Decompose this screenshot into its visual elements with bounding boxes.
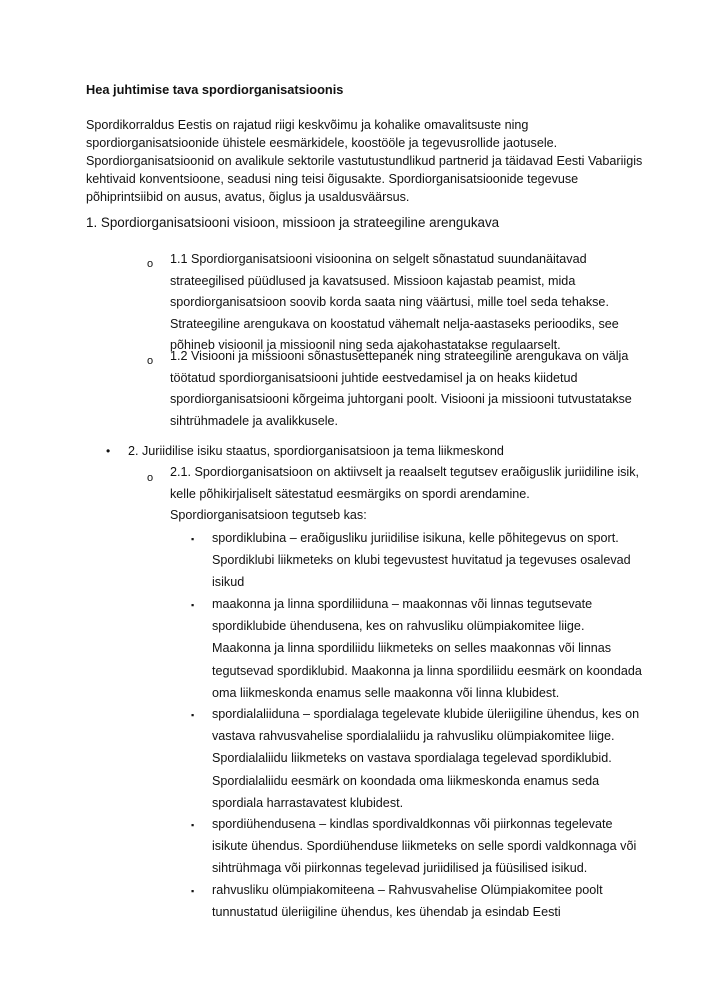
list-item-1-2: 1.2 Visiooni ja missiooni sõnastusettepanek ning strateegiline arengukava on välja töötatud spordiorganisatsiooni juhtide eestvedamisel ja on heaks kiidetud spordiorganisatsiooni kõrgeima juhtorgani poolt. Visiooni ja missiooni tutvustatakse sihtrühmadele ja avalikkusele. — [170, 349, 632, 428]
square-bullet-icon: ▪ — [191, 886, 195, 896]
square-bullet-icon: ▪ — [191, 600, 195, 610]
section-2-heading: 2. Juriidilise isiku staatus, spordiorganisatsioon ja tema liikmeskond — [128, 444, 504, 458]
sub-item-olumpiakomitee: rahvusliku olümpiakomiteena – Rahvusvahelise Olümpiakomitee poolt tunnustatud üleriigiline ühendus, kes ühendab ja esindab Eesti — [212, 883, 603, 920]
sub-item-spordiklubi: spordiklubina – eraõigusliku juriidilise isikuna, kelle põhitegevus on sport. Spordiklubi liikmeteks on klubi tegevustest huvitatud ja tegevuses osalevad isikud — [212, 531, 631, 590]
square-bullet-icon: ▪ — [191, 820, 195, 830]
sub-item-maakonna-spordiliit: maakonna ja linna spordiliiduna – maakonnas või linnas tegutsevate spordiklubide ühendusena, kes on rahvusliku olümpiakomitee liige. Maakonna ja linna spordiliidu liikmeteks on selles maakonnas või linnas tegutsevad spordiklubid. Maakonna ja linna spordiliidu eesmärk on koondada oma liikmeskonda enamus selle maakonna või linna klubidest. — [212, 597, 642, 700]
sub-item-spordiuhendus: spordiühendusena – kindlas spordivaldkonnas või piirkonnas tegelevate isikute ühendus. Spordiühenduse liikmeteks on selle spordi valdkonnaga või sihtrühmaga või piirkonnas tegelevad juriidilised ja füüsilised isikud. — [212, 817, 637, 876]
disc-bullet-icon: • — [106, 444, 111, 458]
square-bullet-icon: ▪ — [191, 534, 195, 544]
circle-bullet-icon: o — [147, 258, 154, 270]
section-1-heading: 1. Spordiorganisatsiooni visioon, missioon ja strateegiline arengukava — [86, 215, 500, 230]
list-item-2-1: 2.1. Spordiorganisatsioon on aktiivselt ja reaalselt tegutsev eraõiguslik juriidiline isik, kelle põhikirjaliselt sätestatud eesmärgiks on spordi arendamine. Spordiorganisatsioon tegutseb kas: — [170, 465, 640, 522]
circle-bullet-icon: o — [147, 472, 154, 484]
sub-item-spordialaliit: spordialaliiduna – spordialaga tegelevate klubide üleriigiline ühendus, kes on vastava rahvusvahelise spordialaliidu ja rahvusliku olümpiakomitee liige. Spordialaliidu liikmeteks on vastava spordialaga tegelevad spordiklubid. Spordialaliidu eesmärk on koondada oma liikmeskonda enamus seda spordiala harrastavatest klubidest. — [212, 707, 640, 810]
square-bullet-icon: ▪ — [191, 710, 195, 720]
document-title: Hea juhtimise tava spordiorganisatsioonis — [86, 82, 344, 97]
intro-paragraph: Spordikorraldus Eestis on rajatud riigi keskvõimu ja kohalike omavalitsuste ning spordiorganisatsioonide ühistele eesmärkidele, koostööle ja tegevusrollide jaotusele. Spordiorganisatsioonid on avalikule sektorile vastutustundlikud partnerid ja täidavad Eesti Vabariigis kehtivaid konventsioone, seadusi ning teisi õigusakte. Spordiorganisatsioonide tegevuse põhiprintsiibid on ausus, avatus, õiglus ja usaldusväärsus. — [86, 118, 643, 204]
list-item-1-1: 1.1 Spordiorganisatsiooni visioonina on selgelt sõnastatud suundanäitavad strateegilised püüdlused ja kavatsused. Missioon kajastab peamist, mida spordiorganisatsioon soovib korda saata ning väärtusi, mille toel seda tehakse. Strateegiline arengukava on koostatud vähemalt nelja-aastaseks perioodiks, see põhineb visioonil ja missioonil ning seda ajakohastatakse regulaarselt. — [170, 252, 619, 352]
circle-bullet-icon: o — [147, 355, 154, 367]
